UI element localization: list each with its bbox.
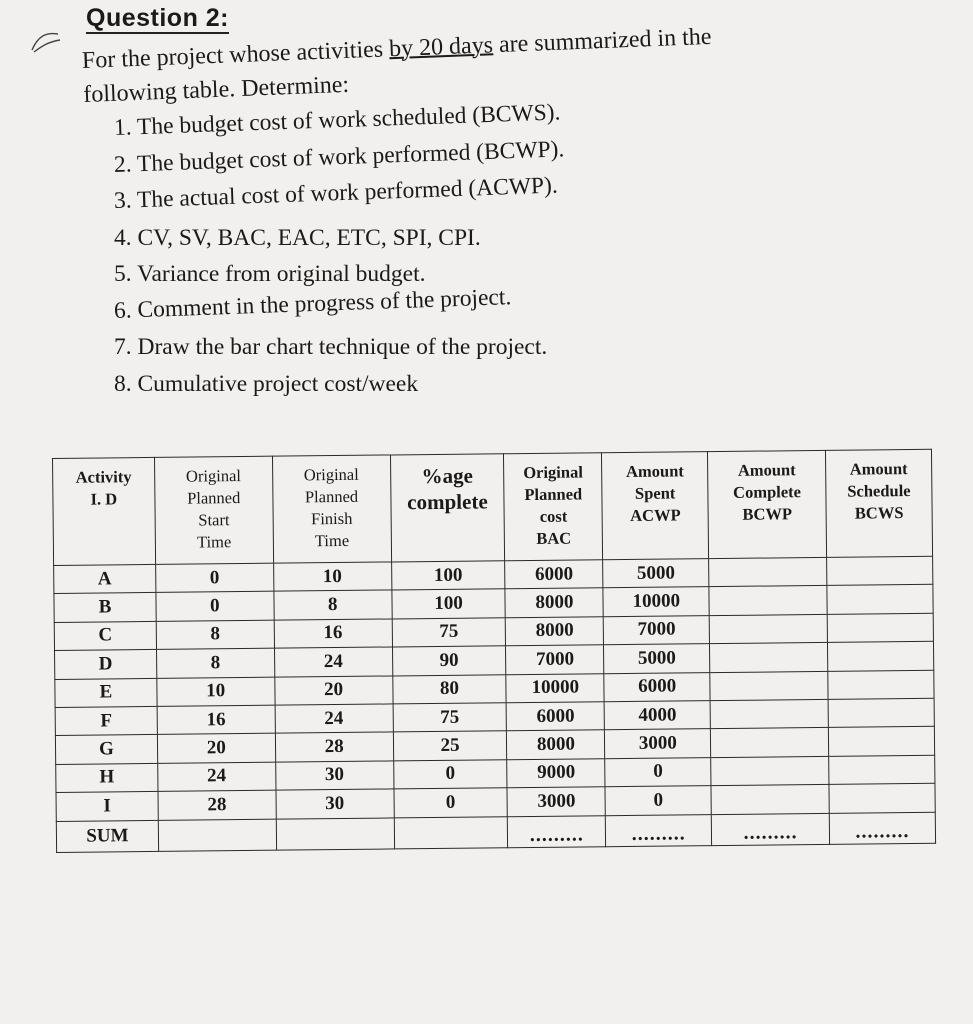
activity-id-cell: G [55, 735, 157, 764]
table-cell [828, 727, 934, 756]
sum-label: SUM [56, 820, 158, 852]
task-item: 7. Draw the bar chart technique of the project. [114, 334, 548, 360]
table-cell: 24 [158, 762, 276, 792]
table-cell: 25 [393, 731, 507, 761]
table-cell: 8000 [506, 617, 604, 646]
table-cell [711, 728, 829, 758]
activity-id-cell: D [55, 650, 157, 679]
question-heading: Question 2: [86, 4, 230, 32]
table-cell: 16 [274, 619, 392, 649]
activity-table [52, 449, 936, 853]
table-cell [710, 643, 828, 673]
header-acwp: Amount Spent ACWP [602, 452, 709, 560]
activity-id-cell: F [55, 706, 157, 735]
activity-id-cell: I [56, 792, 158, 821]
activity-id-cell: H [56, 763, 158, 792]
table-cell: 16 [157, 705, 275, 735]
task-list [113, 99, 565, 402]
activity-id-cell: A [54, 564, 156, 593]
table-cell: 75 [393, 703, 507, 733]
table-cell [827, 613, 933, 642]
table-cell: 20 [157, 734, 275, 764]
sum-cell [276, 817, 394, 849]
table-cell: 6000 [604, 672, 710, 701]
task-item: 5. Variance from original budget. [114, 261, 426, 287]
table-cell: 10000 [506, 673, 604, 702]
table-cell: 28 [275, 732, 393, 762]
table-cell [710, 671, 828, 701]
table-cell: 6000 [507, 702, 605, 731]
header-planned-cost: Original Planned cost BAC [504, 453, 603, 561]
header-bcws: Amount Schedule BCWS [826, 449, 933, 557]
table-cell [709, 614, 827, 644]
header-activity-id: Activity I. D [53, 457, 156, 565]
table-cell: 0 [155, 563, 273, 593]
pen-check-mark-icon [28, 30, 62, 56]
table-cell: 30 [275, 761, 393, 791]
activity-id-cell: C [54, 621, 156, 650]
table-cell: 30 [276, 789, 394, 819]
table-cell: 8000 [507, 730, 605, 759]
table-cell: 10 [157, 677, 275, 707]
table-cell: 5000 [604, 644, 710, 673]
table-cell [709, 586, 827, 616]
sum-cell [394, 816, 508, 848]
task-item: 4. CV, SV, BAC, EAC, ETC, SPI, CPI. [114, 224, 481, 251]
intro-line-1: For the project whose activities by 20 days are summarized in the [81, 23, 712, 75]
table-cell: 5000 [603, 559, 709, 588]
table-cell: 75 [392, 618, 506, 648]
table-cell: 0 [394, 788, 508, 818]
table-cell: 90 [392, 646, 506, 676]
intro-line-2: following table. Determine: [82, 71, 350, 109]
header-percent-complete: %age complete [390, 454, 505, 562]
header-planned-finish: Original Planned Finish Time [272, 455, 391, 563]
task-item: 8. Cumulative project cost/week [114, 370, 419, 397]
table-cell [710, 699, 828, 729]
table-cell [828, 641, 934, 670]
table-cell: 3000 [605, 729, 711, 758]
table-cell: 24 [274, 647, 392, 677]
table-cell: 100 [391, 589, 505, 619]
table-cell: 10000 [603, 587, 709, 616]
table-cell [709, 557, 827, 587]
table-cell: 7000 [506, 645, 604, 674]
table-header-row [53, 449, 933, 565]
table-cell: 4000 [604, 701, 710, 730]
sum-cell: ......... [508, 815, 606, 847]
table-cell [827, 585, 933, 614]
task-item: 1. The budget cost of work scheduled (BCWS). [113, 99, 561, 141]
activity-id-cell: B [54, 593, 156, 622]
table-cell: 80 [392, 674, 506, 704]
table-cell [829, 755, 935, 784]
table-cell: 28 [158, 790, 276, 820]
table-cell: 6000 [505, 560, 603, 589]
table-cell: 100 [391, 561, 505, 591]
table-cell: 8 [274, 590, 392, 620]
task-item: 2. The budget cost of work performed (BCWP). [113, 135, 565, 178]
table-cell: 8000 [505, 588, 603, 617]
task-item: 6. Comment in the progress of the project. [113, 283, 512, 324]
table-cell: 24 [275, 704, 393, 734]
table-cell [828, 698, 934, 727]
activity-id-cell: E [55, 678, 157, 707]
table-cell: 3000 [507, 787, 605, 816]
table-cell: 0 [156, 592, 274, 622]
table-cell: 8 [156, 648, 274, 678]
sum-cell: ......... [606, 814, 712, 846]
header-planned-start: Original Planned Start Time [154, 456, 273, 564]
sum-cell [158, 819, 276, 851]
table-cell [828, 670, 934, 699]
table-cell [711, 785, 829, 815]
sum-cell: ......... [829, 812, 935, 844]
table-cell: 0 [605, 757, 711, 786]
table-cell: 20 [275, 676, 393, 706]
table-cell [827, 556, 933, 585]
table-cell [829, 783, 935, 812]
table-cell: 0 [393, 759, 507, 789]
table-cell: 10 [273, 562, 391, 592]
table-body [54, 556, 936, 821]
table-cell: 9000 [507, 758, 605, 787]
task-item: 3. The actual cost of work performed (ACWP). [113, 172, 559, 214]
table-cell: 8 [156, 620, 274, 650]
table-cell: 7000 [604, 615, 710, 644]
table-cell [711, 756, 829, 786]
sum-cell: ......... [711, 813, 829, 845]
table-cell: 0 [605, 786, 711, 815]
header-bcwp: Amount Complete BCWP [708, 450, 827, 558]
